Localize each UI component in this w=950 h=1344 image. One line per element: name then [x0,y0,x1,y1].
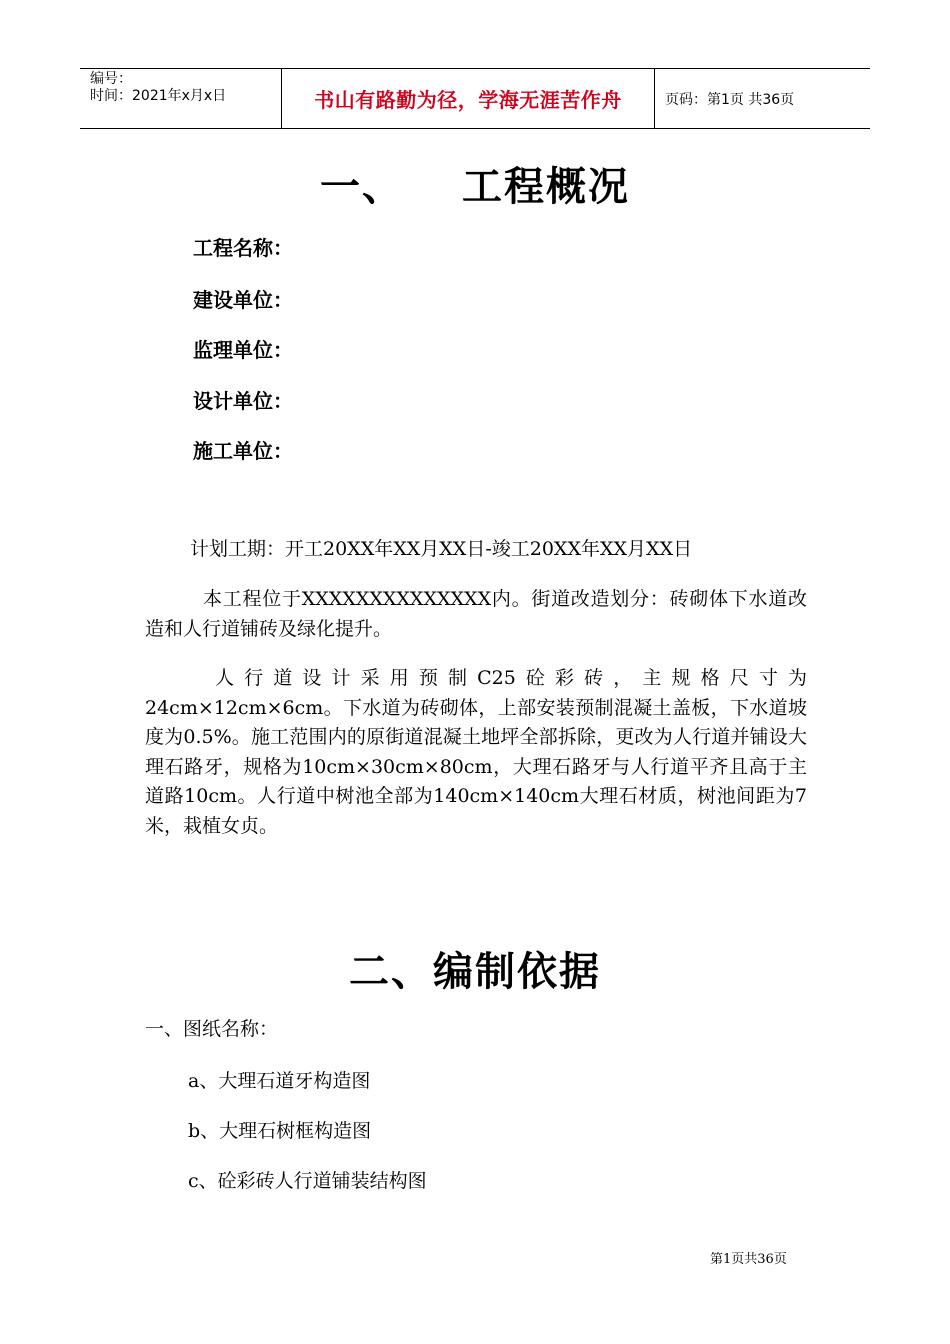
field-supervisor: 监理单位： [193,338,293,362]
header-page-info: 页码：第1页 共36页 [665,91,795,108]
design-paragraph: 人行道设计采用预制C25砼彩砖，主规格尺寸为24cm×12cm×6cm。下水道为砖砌体，上部安装预制混凝土盖板，下水道坡度为0.5%。施工范围内的原街道混凝土地坪全部拆除，更改为人行道并铺设大理石路牙，规格为10cm×30cm×80cm，大理石路牙与人行道平齐且高于主道路10cm。人行道中树池全部为140cm×140cm大理石材质，树池间距为7米，栽植女贞。 [145,667,807,837]
page-header [80,68,870,129]
header-meta [80,69,281,128]
time-label: 时间：2021年x月x日 [90,88,227,104]
field-owner: 建设单位： [193,288,293,312]
list-item: c、砼彩砖人行道铺装结构图 [188,1170,427,1192]
field-project-name: 工程名称： [193,236,293,260]
list-item: a、大理石道牙构造图 [188,1070,371,1092]
field-contractor: 施工单位： [193,439,293,463]
location-paragraph: 本工程位于XXXXXXXXXXXXXX内。街道改造划分：砖砌体下水道改造和人行道铺砖及绿化提升。 [145,588,807,640]
list-item: b、大理石树框构造图 [188,1120,372,1142]
section-number: 一、 [320,164,404,210]
page-footer: 第1页共36页 [710,1252,787,1267]
schedule-paragraph: 计划工期：开工20XX年XX月XX日-竣工20XX年XX月XX日 [190,538,693,560]
drawing-list-title: 一、图纸名称： [145,1018,279,1040]
section-title: 工程概况 [462,164,630,210]
field-designer: 设计单位： [193,389,293,413]
section-heading-overview [0,155,950,212]
section-heading-basis: 二、编制依据 [349,949,601,995]
serial-label: 编号： [90,71,132,87]
header-motto: 书山有路勤为径，学海无涯苦作舟 [281,69,655,128]
